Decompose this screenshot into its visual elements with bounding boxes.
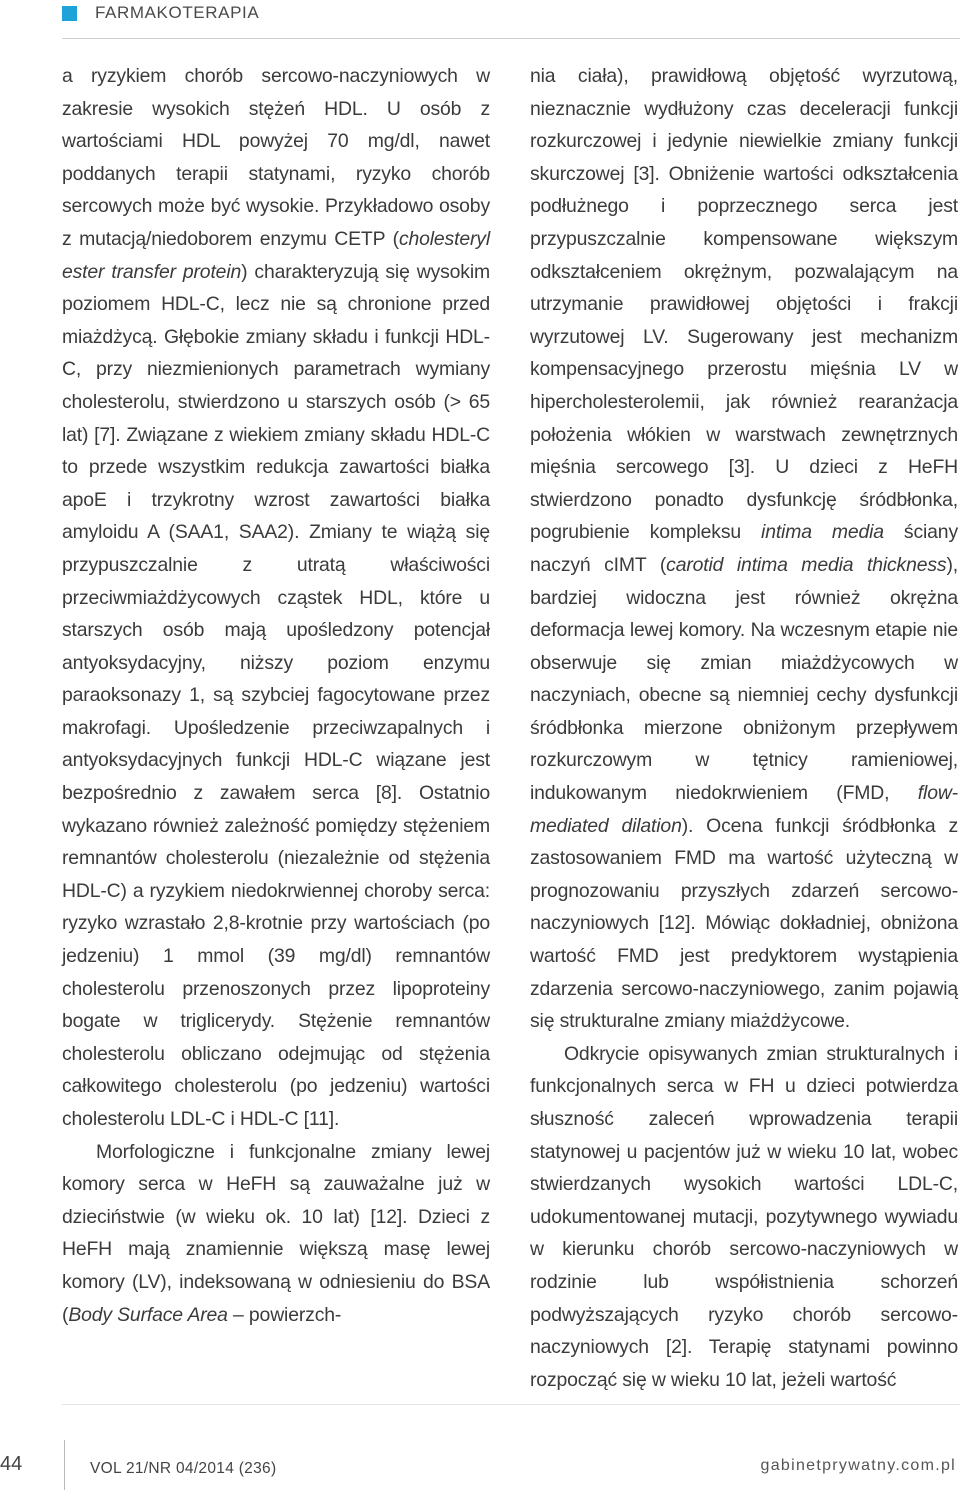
footer-vertical-divider — [64, 1440, 65, 1490]
page-number: 44 — [0, 1453, 23, 1475]
page-header — [62, 0, 259, 26]
left-paragraph-1: a ryzykiem chorób sercowo-naczyniowych w zakresie wysokich stężeń HDL. U osób z wartościami HDL powyżej 70 mg/dl, nawet poddanych terapii statynami, ryzyko chorób sercowych może być wysokie. Przykładowo osoby z mutacją/niedoborem enzymu CETP (cholesteryl ester transfer protein) charakteryzują się wysokim poziomem HDL-C, lecz nie są chronione przed miażdżycą. Głębokie zmiany składu i funkcji HDL-C, przy niezmienionych parametrach wymiany cholesterolu, stwierdzono u starszych osób (> 65 lat) [7]. Związane z wiekiem zmiany składu HDL-C to przede wszystkim redukcja zawartości białka apoE i trzykrotny wzrost zawartości białka amyloidu A (SAA1, SAA2). Zmiany te wiążą się przypuszczalnie z utratą właściwości przeciwmiażdżycowych cząstek HDL, które u starszych osób mają upośledzony potencjał antyoksydacyjny, niższy poziom enzymu paraoksonazy 1, są szybciej fagocytowane przez makrofagi. Upośledzenie przeciwzapalnych i antyoksydacyjnych funkcji HDL-C wiązane jest bezpośrednio z zawałem serca [8]. Ostatnio wykazano również zależność pomiędzy stężeniem remnantów cholesterolu (niezależnie od stężenia HDL-C) a ryzykiem niedokrwiennej choroby serca: ryzyko wzrastało 2,8-krotnie przy wartościach (po jedzeniu) 1 mmol (39 mg/dl) remnantów cholesterolu przenoszonych przez lipoproteiny bogate w triglicerydy. Stężenie remnantów cholesterolu obliczano odejmując od stężenia całkowitego cholesterolu (po jedzeniu) wartości cholesterolu LDL-C i HDL-C [11]. — [62, 65, 490, 1130]
left-paragraph-2: Morfologiczne i funkcjonalne zmiany lewej komory serca w HeFH są zauważalne już w dzieciństwie (w wieku ok. 10 lat) [12]. Dzieci z HeFH mają znamiennie większą masę lewej komory (LV), indeksowaną w odniesieniu do BSA (Body Surface Area – powierzch- — [62, 1140, 490, 1326]
right-column — [530, 60, 958, 1396]
left-column — [62, 60, 490, 1331]
footer-divider-line — [62, 1404, 960, 1405]
website-link[interactable]: gabinetprywatny.com.pl — [760, 1457, 956, 1474]
right-paragraph-1: nia ciała), prawidłową objętość wyrzutową, nieznacznie wydłużony czas deceleracji funkcji rozkurczowej i jedynie niewielkie zmiany funkcji skurczowej [3]. Obniżenie wartości odkształcenia podłużnego i poprzecznego serca jest przypuszczalnie kompensowane większym odkształceniem okrężnym, pozwalającym na utrzymanie prawidłowej objętości i frakcji wyrzutowej LV. Sugerowany jest mechanizm kompensacyjnego przerostu mięśnia LV w hipercholesterolemii, jak również rearanżacja położenia włókien w warstwach zewnętrznych mięśnia sercowego [3]. U dzieci z HeFH stwierdzono ponadto dysfunkcję śródbłonka, pogrubienie kompleksu intima media ściany naczyń cIMT (carotid intima media thickness), bardziej widoczna jest również okrężna deformacja lewej komory. Na wczesnym etapie nie obserwuje się zmian miażdżycowych w naczyniach, obecne są niemniej cechy dysfunkcji śródbłonka mierzone obniżonym przepływem rozkurczowym w tętnicy ramieniowej, indukowanym niedokrwieniem (FMD, flow-mediated dilation). Ocena funkcji śródbłonka z zastosowaniem FMD ma wartość użyteczną w prognozowaniu przyszłych zdarzeń sercowo-naczyniowych [12]. Mówiąc dokładniej, obniżona wartość FMD jest predyktorem wystąpienia zdarzenia sercowo-naczyniowego, zanim pojawią się strukturalne zmiany miażdżycowe. — [530, 65, 958, 1033]
section-title: FARMAKOTERAPIA — [95, 3, 260, 22]
section-marker-icon — [62, 6, 77, 21]
journal-volume: VOL 21/NR 04/2014 (236) — [90, 1460, 277, 1477]
header-divider — [62, 38, 960, 39]
right-paragraph-2: Odkrycie opisywanych zmian strukturalnych i funkcjonalnych serca w FH u dzieci potwierdza słuszność zaleceń wprowadzenia terapii statynowej u pacjentów już w wieku 10 lat, wobec stwierdzanych wysokich wartości LDL-C, udokumentowanej mutacji, pozytywnego wywiadu w kierunku chorób sercowo-naczyniowych w rodzinie lub współistnienia schorzeń podwyższających ryzyko chorób sercowo-naczyniowych [2]. Terapię statynami powinno rozpocząć się w wieku 10 lat, jeżeli wartość — [530, 1042, 958, 1391]
